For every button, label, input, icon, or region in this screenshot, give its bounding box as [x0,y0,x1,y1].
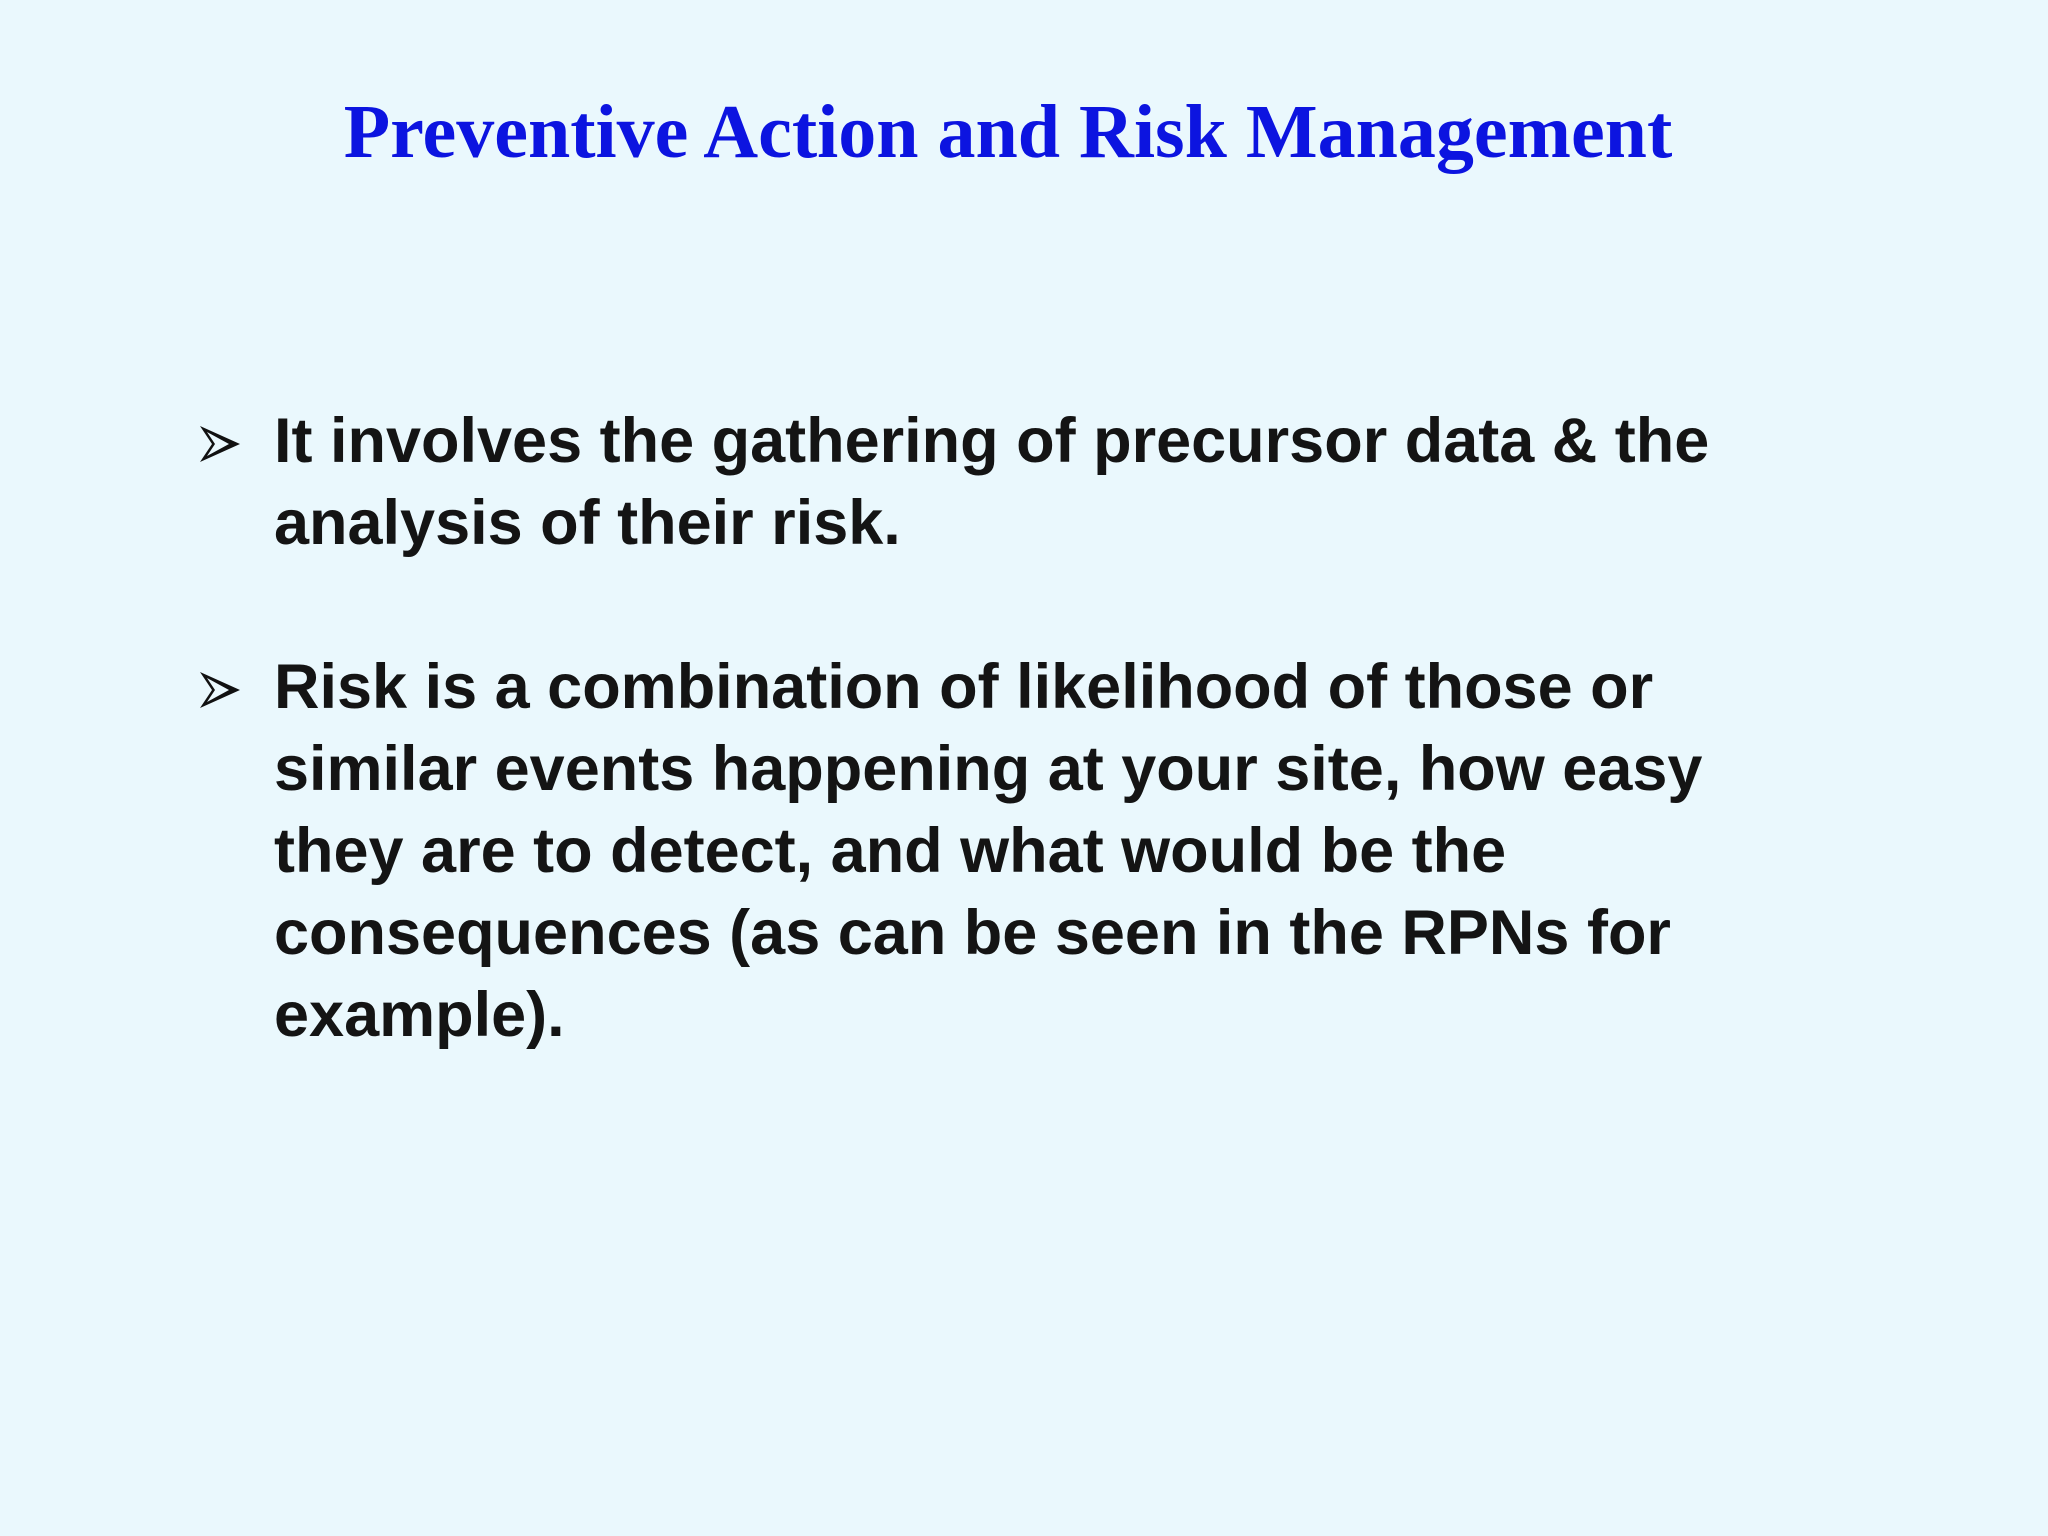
bullet-line: consequences (as can be seen in the RPNs for [274,898,1671,968]
bullet-line: similar events happening at your site, how easy [274,734,1703,804]
bullet-line: It involves the gathering of precursor data & the [274,406,1710,476]
arrow-bullet-icon [196,668,244,712]
bullet-line: they are to detect, and what would be the [274,816,1507,886]
bullet-item [196,646,1876,1056]
bullet-item [196,400,1876,564]
slide-title: Preventive Action and Risk Management [343,90,1673,174]
bullet-line: example). [274,980,565,1050]
bullet-line: Risk is a combination of likelihood of those or [274,652,1654,722]
bullet-line: analysis of their risk. [274,488,901,558]
arrow-bullet-icon [196,422,244,466]
bullet-list [196,400,1876,1056]
